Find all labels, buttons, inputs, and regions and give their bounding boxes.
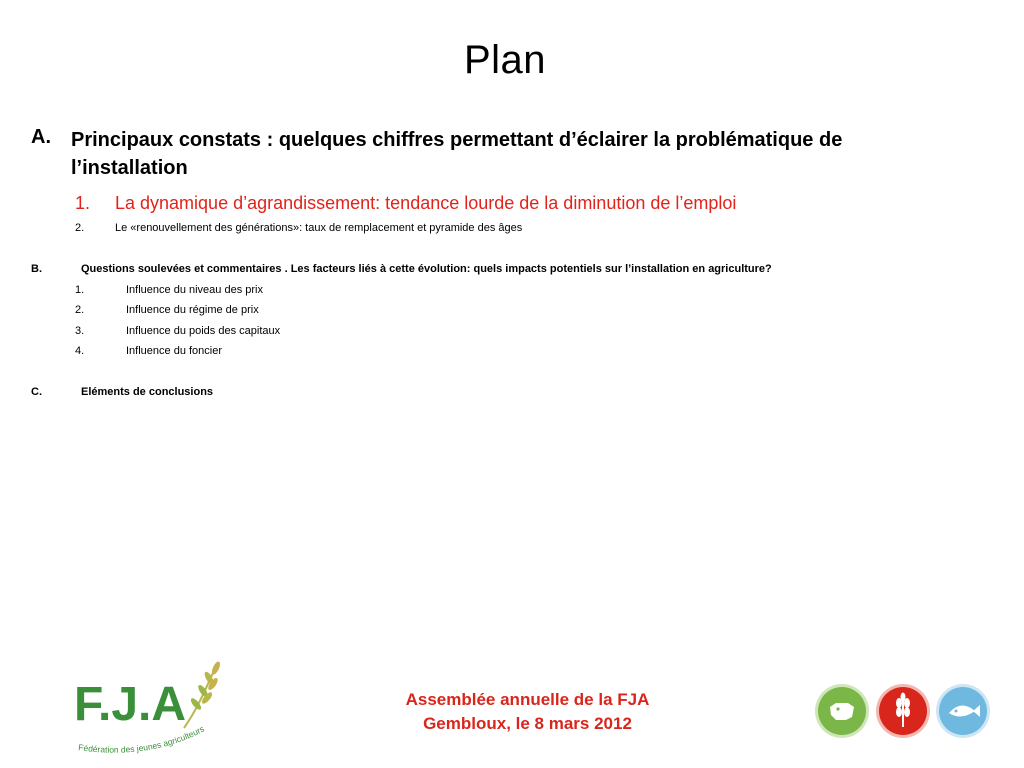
- section-b-item-2: [75, 304, 259, 316]
- section-a-item-2-text: Le «renouvellement des générations»: taux de remplacement et pyramide des âges: [115, 222, 523, 234]
- footer: [360, 688, 695, 736]
- logo-tagline-path: Fédération des jeunes agriculteurs: [77, 723, 206, 755]
- section-c-heading-row: [31, 386, 213, 398]
- section-b-item-2-number: 2.: [75, 304, 85, 316]
- section-b-item-1-number: 1.: [75, 284, 85, 296]
- section-a-item-1-text: La dynamique d’agrandissement: tendance lourde de la diminution de l’emploi: [115, 193, 737, 213]
- cow-icon: [818, 687, 866, 735]
- section-b-item-3-number: 3.: [75, 325, 85, 337]
- slide-title: Plan: [463, 38, 547, 82]
- fja-logo: [72, 658, 232, 763]
- section-a-marker: A.: [31, 126, 51, 148]
- section-a-heading: [71, 126, 991, 182]
- section-b-item-4-text: Influence du foncier: [126, 345, 223, 357]
- section-b-item-2-text: Influence du régime de prix: [126, 304, 259, 316]
- section-a-heading-line2: l’installation: [71, 157, 188, 179]
- wheat-sprig-icon: [184, 660, 222, 728]
- footer-line2: Gembloux, le 8 mars 2012: [423, 714, 632, 733]
- section-a-item-1-number: 1.: [75, 193, 91, 213]
- section-b-item-1: [75, 284, 263, 296]
- section-a-item-1: [75, 193, 736, 214]
- section-c-heading: Eléments de conclusions: [81, 386, 214, 398]
- section-a-item-2-number: 2.: [75, 222, 85, 234]
- section-b-item-4-number: 4.: [75, 345, 85, 357]
- section-b-item-1-text: Influence du niveau des prix: [126, 284, 263, 296]
- section-c-marker: C.: [31, 386, 42, 398]
- logo-text: F.J.A: [74, 678, 187, 731]
- section-b-heading-row: [31, 263, 772, 275]
- footer-line1: Assemblée annuelle de la FJA: [405, 690, 650, 709]
- section-b-heading: Questions soulevées et commentaires . Les facteurs liés à cette évolution: quels impacts potentiels sur l’installation en agriculture?: [81, 263, 772, 275]
- sector-icons: [818, 687, 988, 737]
- section-b-item-3: [75, 325, 280, 337]
- fish-icon: [939, 687, 987, 735]
- section-b-item-4: [75, 345, 222, 357]
- section-a-item-2: [75, 222, 522, 234]
- section-b-marker: B.: [31, 263, 42, 275]
- section-a: [31, 126, 991, 182]
- section-b-item-3-text: Influence du poids des capitaux: [126, 325, 281, 337]
- section-a-heading-line1: Principaux constats : quelques chiffres permettant d’éclairer la problématique de: [71, 129, 843, 151]
- wheat-icon: [879, 687, 927, 735]
